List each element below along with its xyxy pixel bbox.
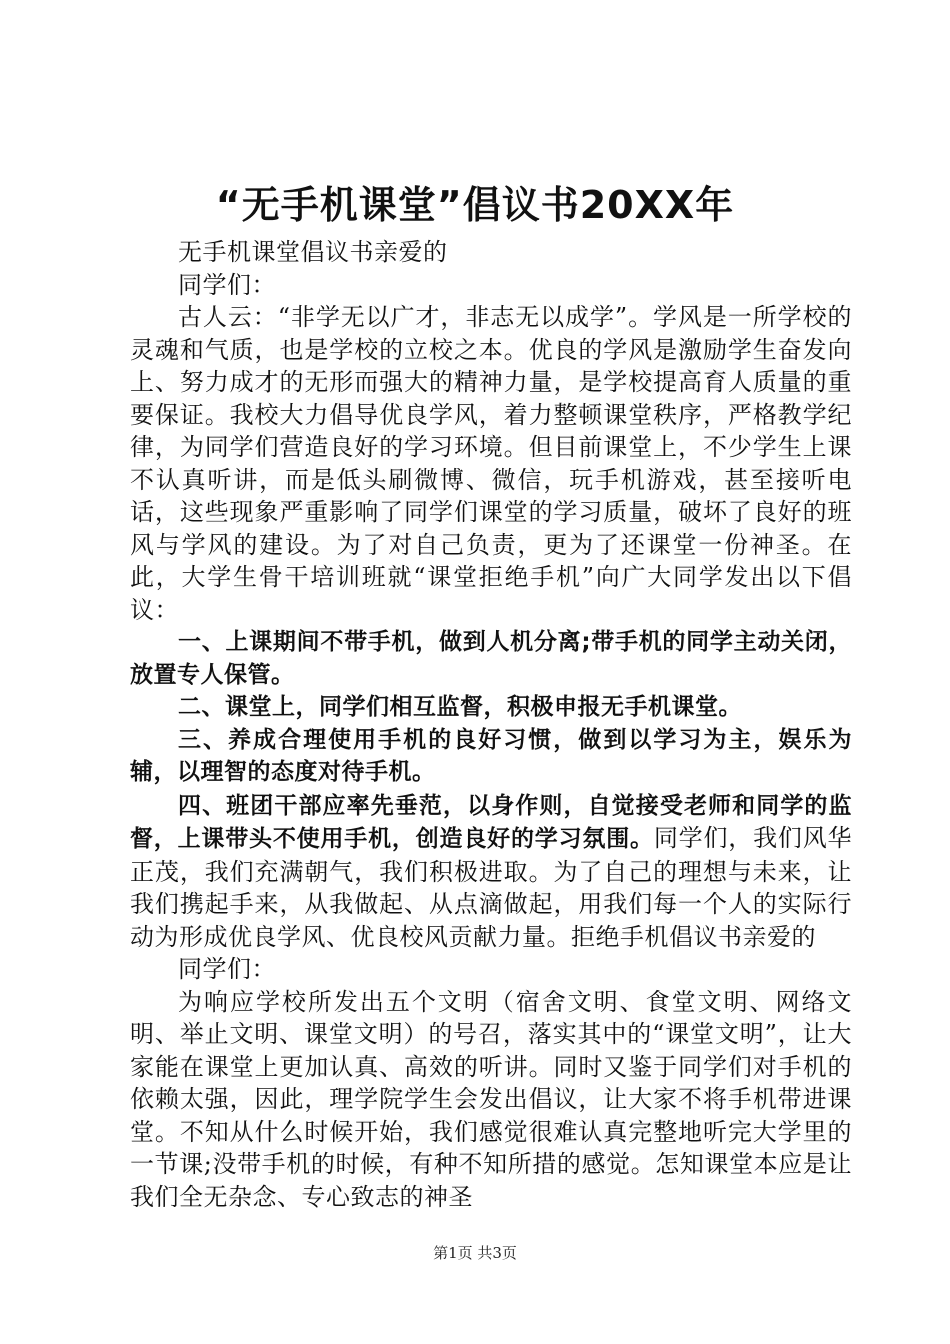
- document-body: [130, 236, 852, 1213]
- paragraph-second-letter: 为响应学校所发出五个文明（宿舍文明、食堂文明、网络文明、举止文明、课堂文明）的号召，落实其中的“课堂文明”，让大家能在课堂上更加认真、高效的听讲。同时又鉴于同学们对手机的依赖太强，因此，理学院学生会发出倡议，让大家不将手机带进课堂。不知从什么时候开始，我们感觉很难认真完整地听完大学里的一节课;没带手机的时候，有种不知所措的感觉。怎知课堂本应是让我们全无杂念、专心致志的神圣: [130, 987, 852, 1211]
- page-number-footer: 第1页 共3页: [433, 1244, 517, 1262]
- paragraph-greeting: 同学们：: [178, 270, 276, 299]
- proposal-4-bold-text: 四、班团干部应率先垂范，以身作则，自觉接受老师和同学的监督，上课带头不使用手机，创造良好的学习氛围。: [130, 792, 852, 852]
- paragraph-salutation: 无手机课堂倡议书亲爱的: [178, 238, 448, 266]
- paragraph-intro: 古人云：“非学无以广才，非志无以成学”。学风是一所学校的灵魂和气质，也是学校的立校之本。优良的学风是激励学生奋发向上、努力成才的无形而强大的精神力量，是学校提高育人质量的重要保证。我校大力倡导优良学风，着力整顿课堂秩序，严格教学纪律，为同学们营造良好的学习环境。但目前课堂上，不少学生上课不认真听讲，而是低头刷微博、微信，玩手机游戏，甚至接听电话，这些现象严重影响了同学们课堂的学习质量，破坏了良好的班风与学风的建设。为了对自己负责，更为了还课堂一份神圣。在此，大学生骨干培训班就“课堂拒绝手机”向广大同学发出以下倡议：: [130, 303, 852, 624]
- document-title: “无手机课堂”倡议书20XX年: [215, 183, 735, 227]
- paragraph-proposal-2: 二、课堂上，同学们相互监督，积极申报无手机课堂。: [178, 694, 742, 720]
- paragraph-proposal-4: [130, 789, 852, 954]
- paragraph-proposal-1: 一、上课期间不带手机，做到人机分离;带手机的同学主动关闭，放置专人保管。: [130, 629, 852, 688]
- paragraph-greeting-2: 同学们：: [178, 955, 276, 983]
- paragraph-proposal-3: 三、养成合理使用手机的良好习惯，做到以学习为主，娱乐为辅，以理智的态度对待手机。: [130, 726, 852, 785]
- proposal-4-closing-text: 同学们，我们风华正茂，我们充满朝气，我们积极进取。为了自己的理想与未来，让我们携起手来，从我做起、从点滴做起，用我们每一个人的实际行动为形成优良学风、优良校风贡献力量。拒绝手机倡议书亲爱的: [130, 824, 853, 951]
